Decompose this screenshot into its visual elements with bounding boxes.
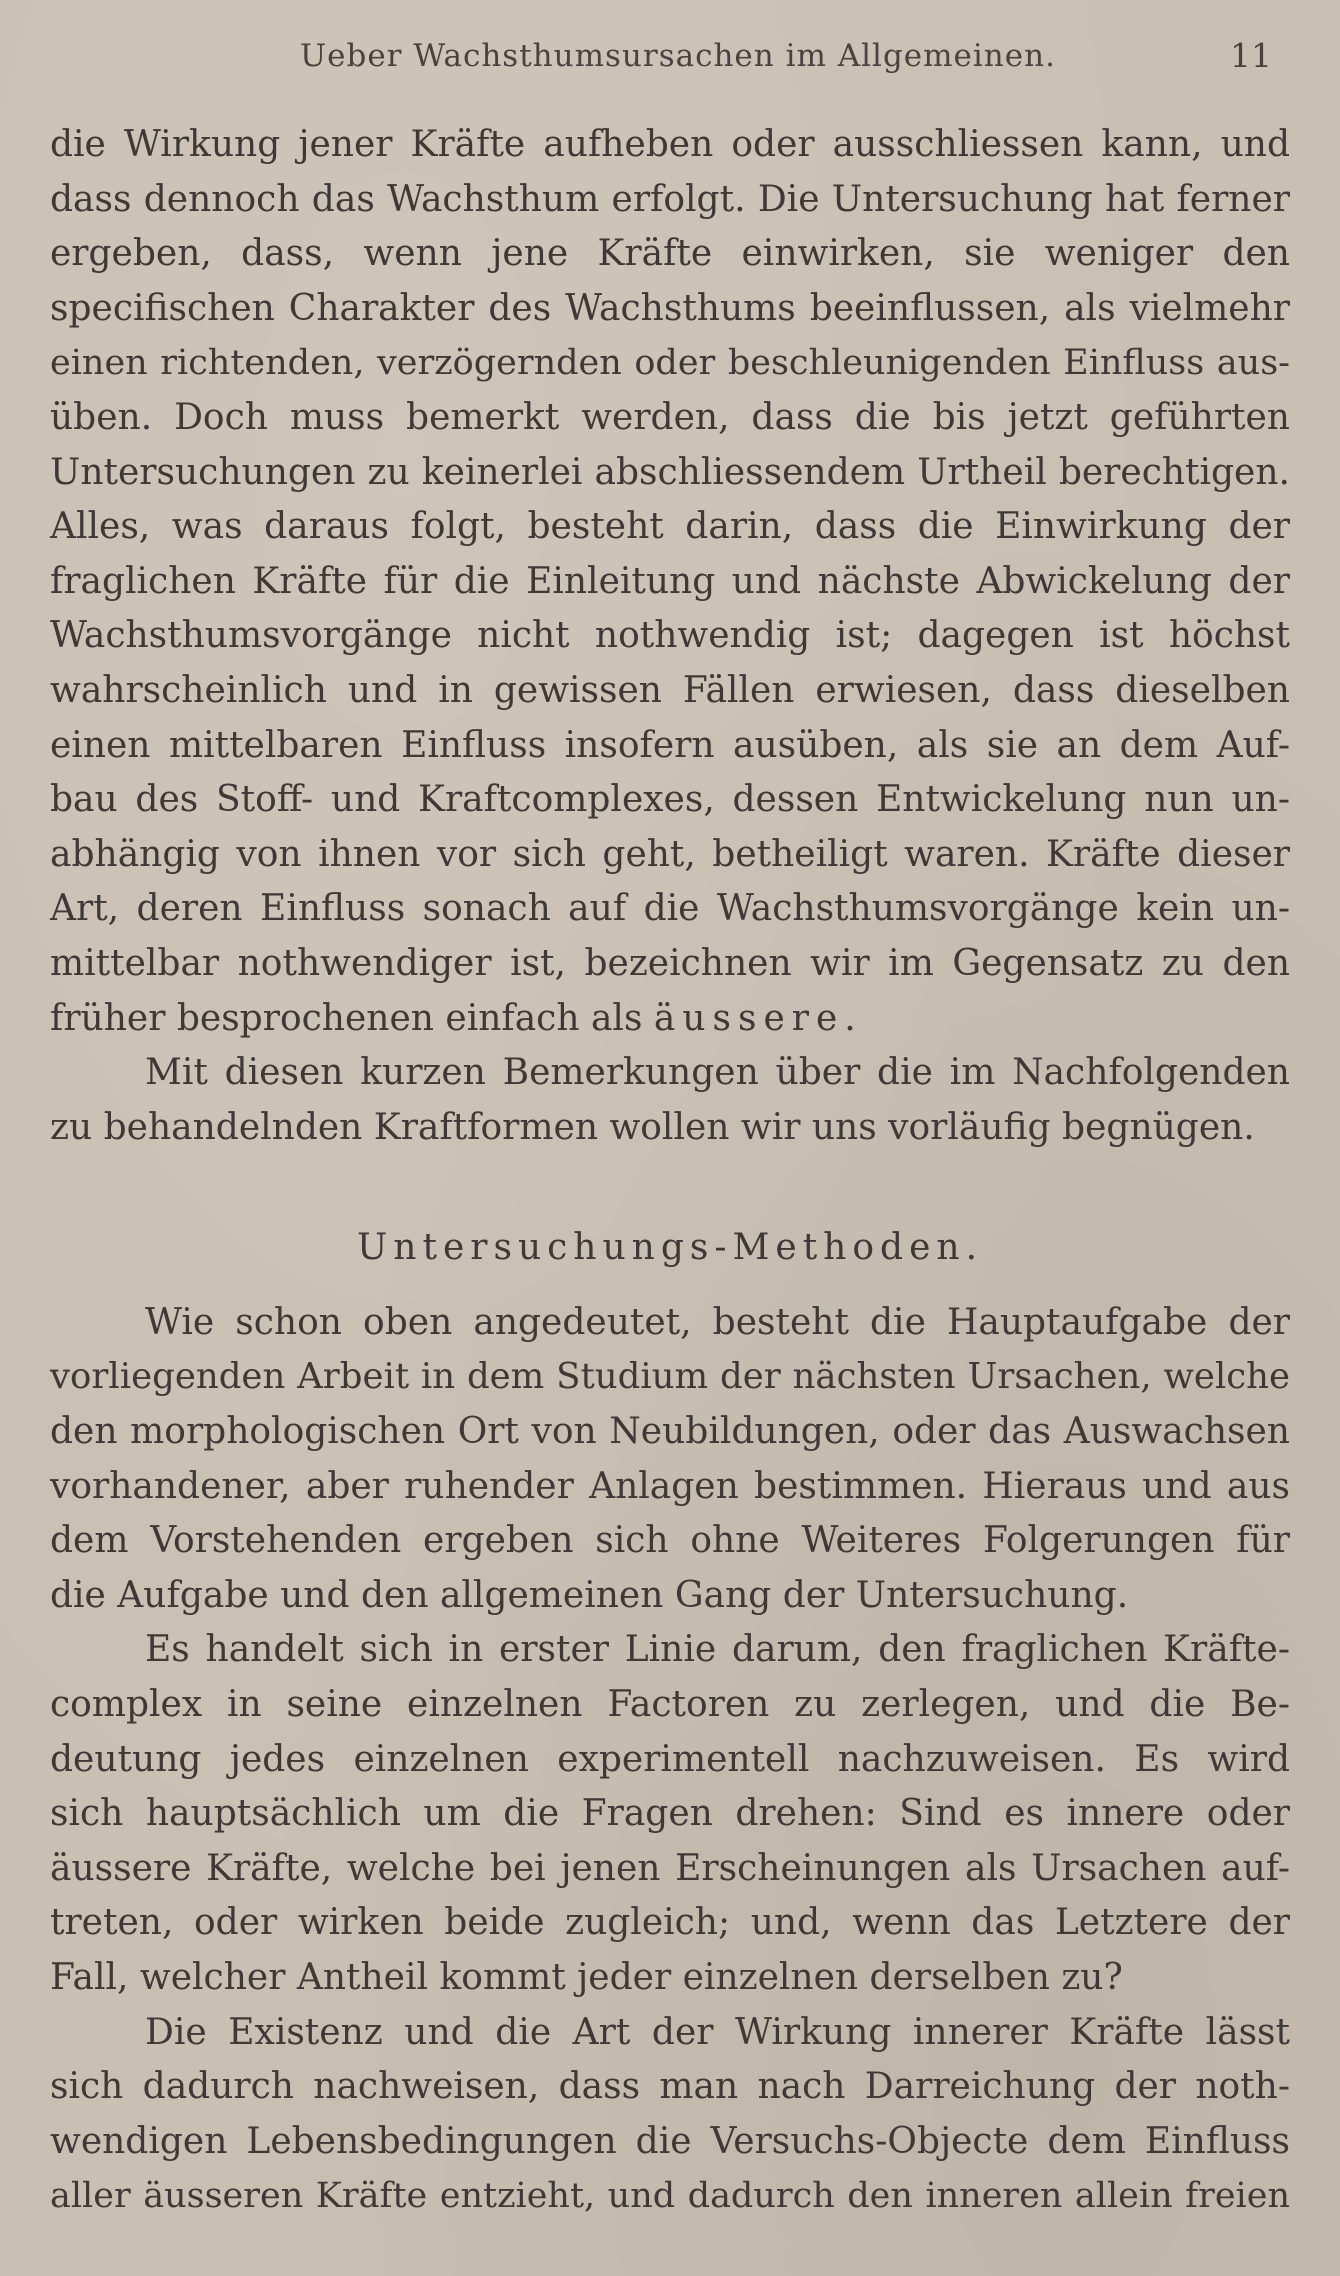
text-line: den morphologischen Ort von Neubildungen, oder das Auswachsen [50, 1411, 1290, 1453]
text-line: äussere Kräfte, welche bei jenen Erscheinungen als Ursachen auf- [50, 1847, 1290, 1889]
text-line: vorliegenden Arbeit in dem Studium der nächsten Ursachen, welche [50, 1356, 1290, 1398]
text-line: sich hauptsächlich um die Fragen drehen: Sind es innere oder [50, 1793, 1290, 1835]
page-number: 11 [1230, 36, 1272, 75]
text-line: Die Existenz und die Art der Wirkung innerer Kräfte lässt [145, 2011, 1290, 2053]
text-line: treten, oder wirken beide zugleich; und, wenn das Letztere der [50, 1902, 1290, 1944]
text-line: Alles, was daraus folgt, besteht darin, dass die Einwirkung der [50, 506, 1290, 548]
text-line: Wachsthumsvorgänge nicht nothwendig ist; dagegen ist höchst [50, 615, 1290, 657]
body-text [50, 118, 1290, 2224]
text-line: mittelbar nothwendiger ist, bezeichnen wir im Gegensatz zu den [50, 942, 1290, 984]
text-fragment: früher besprochenen einfach als [50, 997, 654, 1039]
paragraph-continuation [50, 118, 1290, 1046]
text-line: ergeben, dass, wenn jene Kräfte einwirken, sie weniger den [50, 233, 1290, 275]
text-line: complex in seine einzelnen Factoren zu zerlegen, und die Be- [50, 1684, 1290, 1726]
text-line: einen mittelbaren Einfluss insofern ausüben, als sie an dem Auf- [50, 724, 1290, 766]
text-line-last: zu behandelnden Kraftformen wollen wir uns vorläufig begnügen. [50, 1106, 1255, 1148]
text-line: specifischen Charakter des Wachsthums beeinflussen, als vielmehr [50, 287, 1290, 329]
running-title: Ueber Wachsthumsursachen im Allgemeinen. [300, 38, 1056, 74]
text-line: die Wirkung jener Kräfte aufheben oder ausschliessen kann, und [50, 124, 1290, 165]
text-line: bau des Stoff- und Kraftcomplexes, dessen Entwickelung nun un- [50, 779, 1290, 821]
text-line: Wie schon oben angedeutet, besteht die Hauptaufgabe der [145, 1301, 1290, 1343]
emphasized-word: äussere [653, 997, 845, 1039]
text-line: dem Vorstehenden ergeben sich ohne Weiteres Folgerungen für [50, 1520, 1290, 1562]
paragraph [50, 2006, 1290, 2224]
running-head [0, 30, 1340, 90]
text-line: wahrscheinlich und in gewissen Fällen erwiesen, dass dieselben [50, 669, 1290, 711]
text-line: sich dadurch nachweisen, dass man nach Darreichung der noth- [50, 2066, 1290, 2108]
text-line: wendigen Lebensbedingungen die Versuchs-Objecte dem Einfluss [50, 2120, 1290, 2162]
text-line: vorhandener, aber ruhender Anlagen bestimmen. Hieraus und aus [50, 1465, 1290, 1507]
paragraph [50, 1623, 1290, 2005]
text-line: fraglichen Kräfte für die Einleitung und nächste Abwickelung der [50, 560, 1290, 602]
text-line: Mit diesen kurzen Bemerkungen über die im Nachfolgenden [145, 1052, 1290, 1094]
paragraph [50, 1296, 1290, 1624]
text-fragment: . [844, 997, 856, 1039]
text-line: Art, deren Einfluss sonach auf die Wachsthumsvorgänge kein un- [50, 888, 1290, 930]
text-line: Untersuchungen zu keinerlei abschliessendem Urtheil berechtigen. [50, 451, 1290, 493]
text-line: dass dennoch das Wachsthum erfolgt. Die Untersuchung hat ferner [50, 178, 1290, 220]
text-line-last: die Aufgabe und den allgemeinen Gang der Untersuchung. [50, 1574, 1129, 1616]
text-line: aller äusseren Kräfte entzieht, und dadurch den inneren allein freien [50, 2176, 1290, 2217]
text-line-last [50, 992, 1290, 1047]
text-line: einen richtenden, verzögernden oder beschleunigenden Einfluss aus- [50, 343, 1290, 384]
text-line: üben. Doch muss bemerkt werden, dass die bis jetzt geführten [50, 396, 1290, 438]
text-line: deutung jedes einzelnen experimentell nachzuweisen. Es wird [50, 1738, 1290, 1780]
text-line: Es handelt sich in erster Linie darum, den fraglichen Kräfte- [145, 1629, 1290, 1671]
paragraph [50, 1046, 1290, 1155]
text-line: abhängig von ihnen vor sich geht, betheiligt waren. Kräfte dieser [50, 833, 1290, 875]
text-line-last: Fall, welcher Antheil kommt jeder einzelnen derselben zu? [50, 1957, 1123, 1998]
section-heading: Untersuchungs-Methoden. [356, 1227, 984, 1269]
